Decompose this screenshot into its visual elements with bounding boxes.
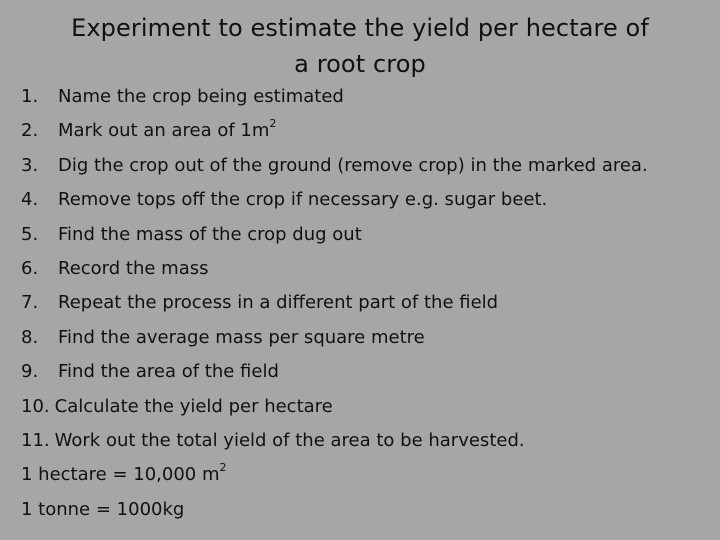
step-1: [21, 82, 711, 116]
superscript: 2: [269, 117, 277, 131]
note-text: 1 hectare = 10,000 m: [21, 464, 220, 486]
note-text: 1 tonne = 1000kg: [21, 498, 185, 520]
step-number: 1.: [21, 86, 39, 107]
step-text: Work out the total yield of the area to be harvested.: [54, 429, 525, 451]
step-5: [21, 220, 711, 254]
step-6: [21, 254, 711, 288]
step-number: 10.: [21, 395, 50, 417]
step-9: [21, 357, 711, 391]
step-text: Record the mass: [58, 257, 209, 279]
step-number: 8.: [21, 326, 39, 348]
step-number: 2.: [21, 120, 39, 142]
step-text: Find the mass of the crop dug out: [58, 223, 362, 245]
step-text: Dig the crop out of the ground (remove crop) in the marked area.: [58, 154, 648, 176]
step-11: [21, 426, 711, 460]
step-2: [21, 116, 711, 150]
step-text: Name the crop being estimated: [58, 86, 344, 107]
title-line-2: a root crop: [294, 50, 426, 78]
step-number: 5.: [21, 223, 39, 245]
step-4: [21, 185, 711, 219]
title-line-1: Experiment to estimate the yield per hectare of: [71, 14, 649, 42]
step-number: 11.: [21, 429, 50, 451]
step-text: Calculate the yield per hectare: [54, 395, 333, 417]
step-7: [21, 288, 711, 322]
note-hectare: [21, 460, 711, 494]
slide-title: [0, 10, 720, 82]
step-text: Mark out an area of 1m: [58, 120, 270, 142]
step-text: Remove tops off the crop if necessary e.g. sugar beet.: [58, 189, 548, 211]
step-text: Find the area of the field: [58, 361, 279, 383]
step-10: [21, 392, 711, 426]
step-text: Find the average mass per square metre: [58, 326, 425, 348]
step-text: Repeat the process in a different part of the field: [58, 292, 499, 314]
step-number: 4.: [21, 189, 39, 211]
superscript: 2: [219, 461, 227, 475]
note-tonne: [21, 495, 711, 529]
step-3: [21, 151, 711, 185]
step-number: 3.: [21, 154, 39, 176]
steps-list: [21, 82, 711, 529]
step-number: 6.: [21, 257, 39, 279]
step-number: 7.: [21, 292, 39, 314]
step-8: [21, 323, 711, 357]
step-number: 9.: [21, 361, 39, 383]
